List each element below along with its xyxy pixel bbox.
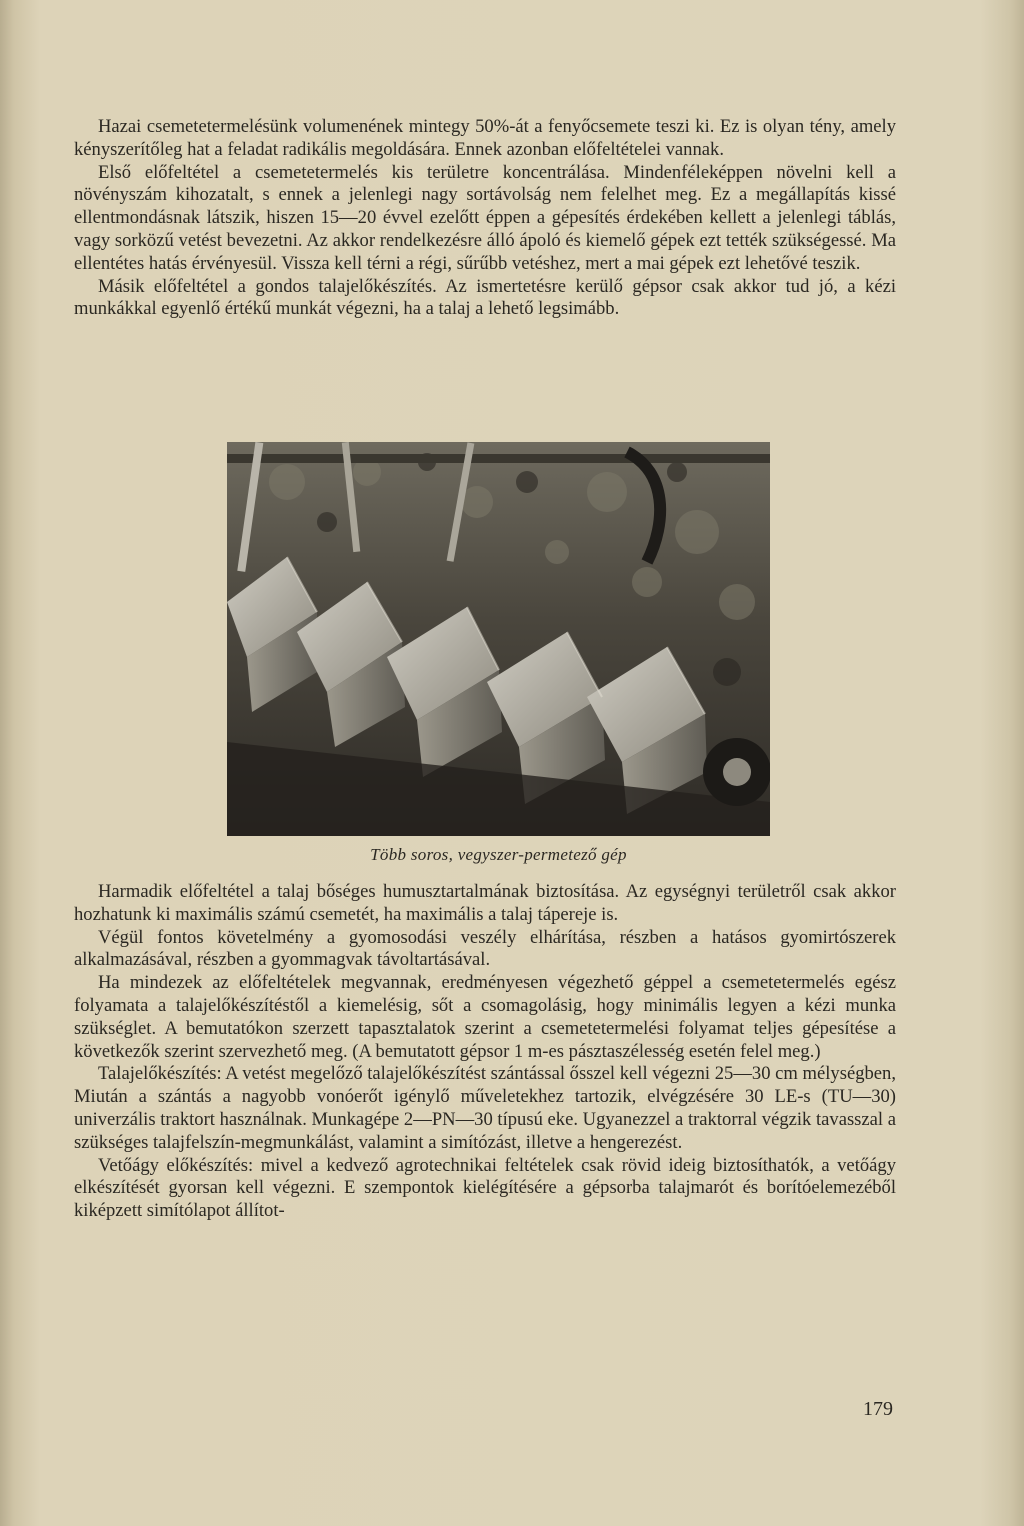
bottom-text-block [74, 881, 896, 1223]
paragraph-8: Vetőágy előkészítés: mivel a kedvező agrotechnikai feltételek csak rövid ideig biztosíthatók, a vetőágy elkészítését gyorsan kell végezni. E szempontok kielégítésére a gépsorba talajmarót és borítóelemezéből kiképzett simítólapot állítot- [74, 1154, 896, 1222]
paragraph-4: Harmadik előfeltétel a talaj bőséges humusztartalmának biztosítása. Az egységnyi területről csak akkor hozhatunk ki maximális számú csemetét, ha maximális a talaj tápereje is. [74, 881, 896, 925]
paragraph-2: Első előfeltétel a csemetetermelés kis területre koncentrálása. Mindenféleképpen növelni kell a növényszám kihozatalt, s ennek a jelenlegi nagy sortávolság nem felelhet meg. Ez a megállapítás kissé ellentmondásnak látszik, hiszen 15—20 évvel ezelőtt éppen a gépesítés érdekében kellett a jelenlegi táblás, vagy sorközű vetést bevezetni. Az akkor rendelkezésre álló ápoló és kiemelő gépek ezt tették szükségessé. Ma ellentétes hatás érvényesül. Vissza kell térni a régi, sűrűbb vetéshez, mert a mai gépek ezt lehetővé teszik. [74, 161, 896, 274]
paragraph-5: Végül fontos követelmény a gyomosodási veszély elhárítása, részben a hatásos gyomirtószerek alkalmazásával, részben a gyommagvak távoltartásával. [74, 926, 896, 971]
paragraph-6: Ha mindezek az előfeltételek megvannak, eredményesen végezhető géppel a csemetetermelés egész folyamata a talajelőkészítéstől a kiemelésig, sőt a csomagolásig, hogy minimális legyen a kézi munka szükséglet. A bemutatókon szerzett tapasztalatok szerint a csemetetermelési folyamat teljes gépesítése a következők szerint szervezhető meg. (A bemutatott gépsor 1 m-es pásztaszélesség esetén felel meg.) [74, 972, 896, 1062]
paragraph-7: Talajelőkészítés: A vetést megelőző talajelőkészítést szántással ősszel kell végezni 25—30 cm mélységben, Miután a szántás a nagyobb vonóerőt igénylő műveletekhez tartozik, elvégzésére 30 LE-s (TU—30) univerzális traktort használnak. Munkagépe 2—PN—30 típusú eke. Ugyanezzel a traktorral végzik tavasszal a szükséges talajfelszín-megmunkálást, valamint a simítózást, illetve a hengerezést. [74, 1063, 896, 1153]
paragraph-3: Másik előfeltétel a gondos talajelőkészítés. Az ismertetésre kerülő gépsor csak akkor tud jó, a kézi munkákkal egyenlő értékű munkát végezni, ha a talaj a lehető legsimább. [74, 275, 896, 320]
top-text-block [74, 116, 896, 321]
page-number: 179 [863, 1398, 893, 1420]
machine-photo [227, 442, 770, 836]
paragraph-1: Hazai csemetetermelésünk volumenének mintegy 50%-át a fenyőcsemete teszi ki. Ez is olyan tény, amely kényszerítőleg hat a feladat radikális megoldására. Ennek azonban előfeltételei vannak. [74, 116, 896, 160]
figure-caption: Több soros, vegyszer-permetező gép [370, 845, 627, 864]
